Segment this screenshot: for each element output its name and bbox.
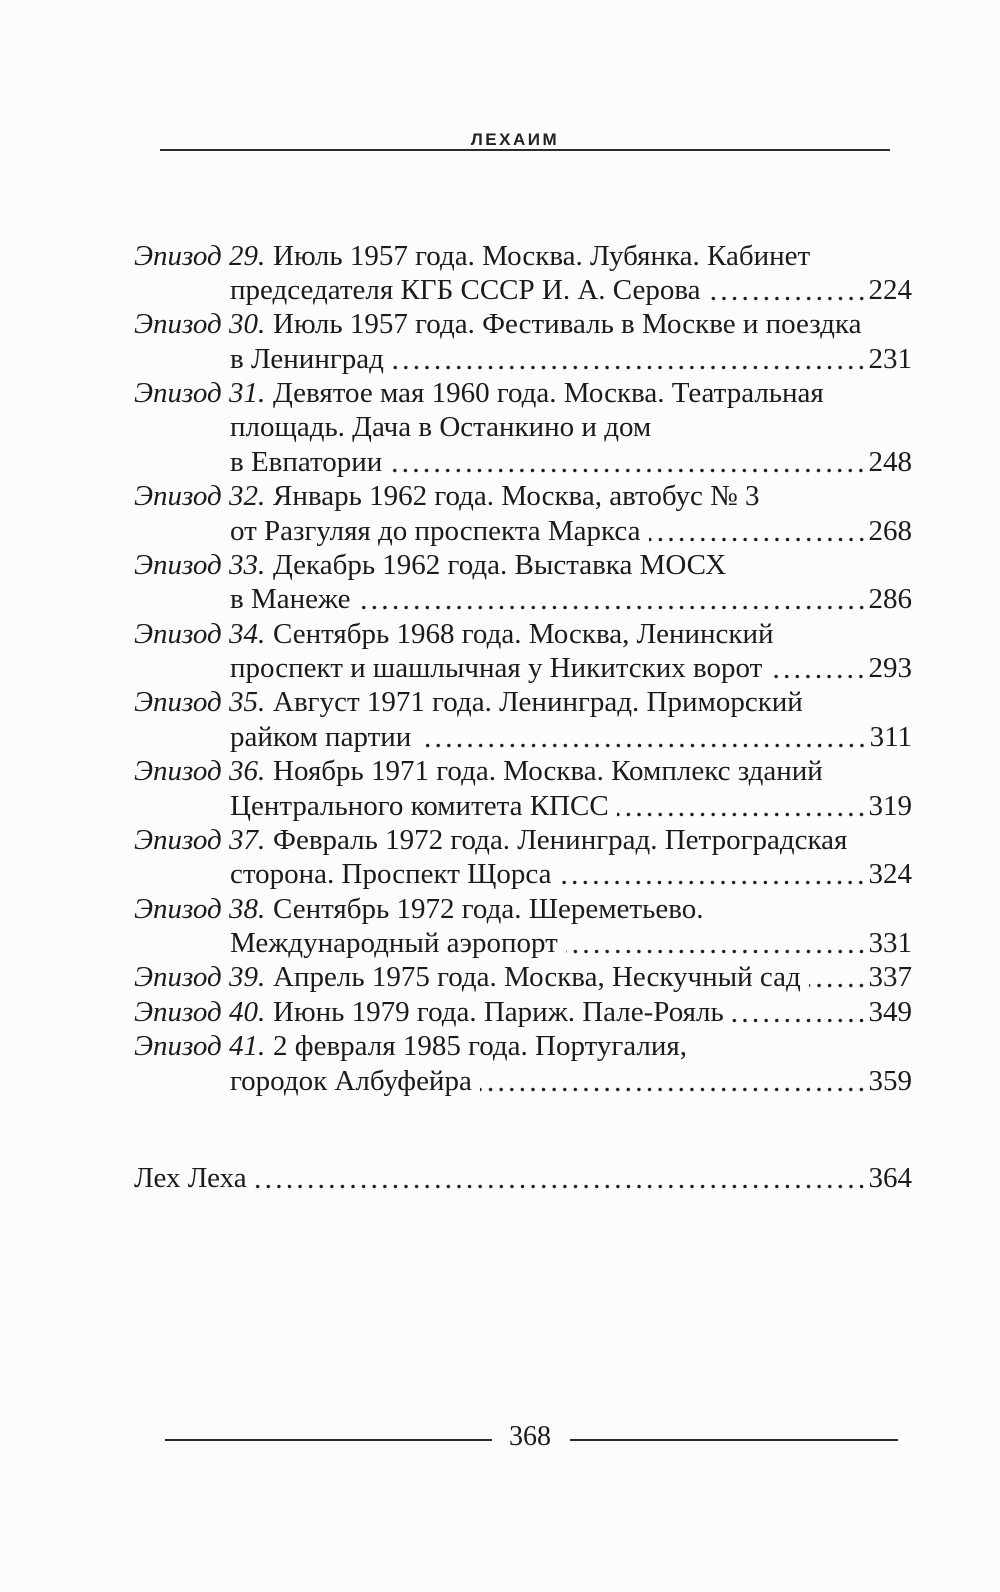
dot-leader [480, 1064, 867, 1098]
episode-title: от Разгуляя до проспекта Маркса [230, 514, 641, 547]
episode-label: Эпизод 40. [134, 995, 266, 1028]
toc-entry-episode-32 [134, 479, 912, 548]
toc-entry-line [134, 789, 912, 823]
footer-rule-right [570, 1439, 898, 1441]
toc-entry-line [134, 617, 912, 651]
toc-entry-episode-29 [134, 239, 912, 308]
dot-leader [390, 445, 866, 479]
dot-leader [255, 1161, 867, 1195]
toc-entry-episode-35 [134, 685, 912, 754]
page-number-ref: 231 [868, 342, 912, 375]
toc-entry-line [134, 548, 912, 582]
dot-leader [566, 926, 867, 960]
dot-leader [359, 582, 867, 616]
page-number-ref: 286 [868, 583, 912, 616]
page-number-ref: 311 [869, 720, 912, 753]
toc-entry-line [134, 376, 912, 410]
episode-title: Июнь 1979 года. Париж. Пале-Рояль [273, 995, 724, 1028]
dot-leader [709, 273, 867, 307]
toc-entry-episode-33 [134, 548, 912, 617]
page-number-ref: 349 [868, 995, 912, 1028]
episode-label: Эпизод 39. [134, 961, 266, 994]
episode-label: Эпизод 29. [134, 239, 266, 272]
episode-label: Эпизод 37. [134, 823, 266, 856]
toc-entry-line [134, 410, 912, 444]
episode-title: Девятое мая 1960 года. Москва. Театральная [273, 377, 824, 409]
toc-entry-line [134, 273, 912, 307]
table-of-contents [134, 239, 912, 1196]
page-number-ref: 331 [868, 927, 912, 959]
episode-label: Эпизод 32. [134, 480, 266, 513]
toc-entry-line [134, 754, 912, 788]
episode-title: 2 февраля 1985 года. Португалия, [273, 1030, 688, 1063]
page-number: 368 [509, 1421, 551, 1452]
toc-entry-episode-34 [134, 617, 912, 686]
episode-title: площадь. Дача в Останкино и дом [230, 411, 652, 444]
episode-title: Июль 1957 года. Фестиваль в Москве и поездка [273, 308, 862, 341]
episode-title: райком партии [230, 720, 412, 753]
episode-title: в Евпатории [230, 445, 383, 478]
toc-entry-line [134, 685, 912, 719]
episode-title: в Манеже [230, 583, 351, 616]
dot-leader [559, 857, 866, 891]
toc-entry-line [134, 720, 912, 754]
episode-title: Сентябрь 1972 года. Шереметьево. [273, 892, 704, 925]
toc-entry-line [134, 823, 912, 857]
episode-title: Январь 1962 года. Москва, автобус № 3 [273, 480, 760, 513]
episode-label: Эпизод 35. [134, 686, 266, 719]
toc-entry-line [134, 892, 912, 926]
toc-entry-line [134, 445, 912, 479]
toc-entry-line [134, 307, 912, 341]
running-title: ЛЕХАИМ [470, 130, 560, 149]
episode-title: председателя КГБ СССР И. А. Серова [230, 273, 701, 306]
episode-title: в Ленинград [230, 342, 384, 375]
episode-title: Международный аэропорт [230, 927, 558, 959]
dot-leader [770, 651, 866, 685]
episode-label: Эпизод 34. [134, 617, 266, 650]
episode-label: Эпизод 38. [134, 892, 266, 925]
afterword-title: Лех Леха [134, 1161, 247, 1194]
toc-entry-episode-40 [134, 995, 912, 1029]
toc-entry-episode-30 [134, 307, 912, 376]
dot-leader [809, 960, 867, 994]
episode-title: Сентябрь 1968 года. Москва, Ленинский [273, 617, 774, 650]
page-number-ref: 337 [868, 961, 912, 994]
toc-entry-line [134, 514, 912, 548]
episode-title: Август 1971 года. Ленинград. Приморский [273, 686, 803, 719]
dot-leader [732, 995, 867, 1029]
page-number-ref: 324 [868, 858, 912, 891]
page-number-ref: 268 [868, 514, 912, 547]
toc-entry-line [134, 960, 912, 994]
toc-entry-line [134, 926, 912, 960]
toc-entry-line [134, 239, 912, 273]
page-number-ref: 359 [868, 1064, 912, 1097]
page-number-ref: 319 [868, 789, 912, 822]
episode-title: Центрального комитета КПСС [230, 789, 609, 822]
page-number-ref: 248 [868, 445, 912, 478]
dot-leader [392, 342, 867, 376]
episode-title: Ноябрь 1971 года. Москва. Комплекс зданий [273, 755, 823, 788]
episode-label: Эпизод 30. [134, 308, 266, 341]
dot-leader [419, 720, 867, 754]
toc-entry-line [134, 479, 912, 513]
episode-label: Эпизод 33. [134, 548, 266, 581]
episode-title: Февраль 1972 года. Ленинград. Петроградская [273, 823, 848, 856]
toc-entry-afterword [134, 1161, 912, 1195]
header-rule [160, 149, 890, 151]
toc-entry-episode-38 [134, 892, 912, 961]
toc-entry-episode-31 [134, 376, 912, 479]
episode-label: Эпизод 41. [134, 1030, 266, 1063]
episode-title: Апрель 1975 года. Москва, Нескучный сад [273, 961, 801, 994]
toc-entry-line [134, 1064, 912, 1098]
toc-entry-episode-41 [134, 1029, 912, 1098]
page-number-ref: 224 [868, 273, 912, 306]
episode-label: Эпизод 31. [134, 377, 266, 409]
episode-title: городок Албуфейра [230, 1064, 472, 1097]
episode-label: Эпизод 36. [134, 755, 266, 788]
toc-entry-episode-36 [134, 754, 912, 823]
page-number-ref: 364 [868, 1161, 912, 1194]
toc-entry-line [134, 995, 912, 1029]
episode-title: сторона. Проспект Щорса [230, 858, 552, 891]
episode-title: проспект и шашлычная у Никитских ворот [230, 652, 763, 684]
toc-entry-line [134, 582, 912, 616]
dot-leader [649, 514, 867, 548]
dot-leader [617, 789, 867, 823]
page-number-ref: 293 [868, 652, 912, 684]
footer-rule-left [165, 1439, 492, 1441]
toc-entry-line [134, 1161, 912, 1195]
episode-title: Июль 1957 года. Москва. Лубянка. Кабинет [273, 239, 811, 272]
toc-entry-line [134, 651, 912, 685]
toc-entry-episode-39 [134, 960, 912, 994]
toc-entry-line [134, 1029, 912, 1063]
toc-entry-line [134, 342, 912, 376]
toc-entry-line [134, 857, 912, 891]
toc-entry-episode-37 [134, 823, 912, 892]
episode-title: Декабрь 1962 года. Выставка МОСХ [273, 548, 727, 581]
